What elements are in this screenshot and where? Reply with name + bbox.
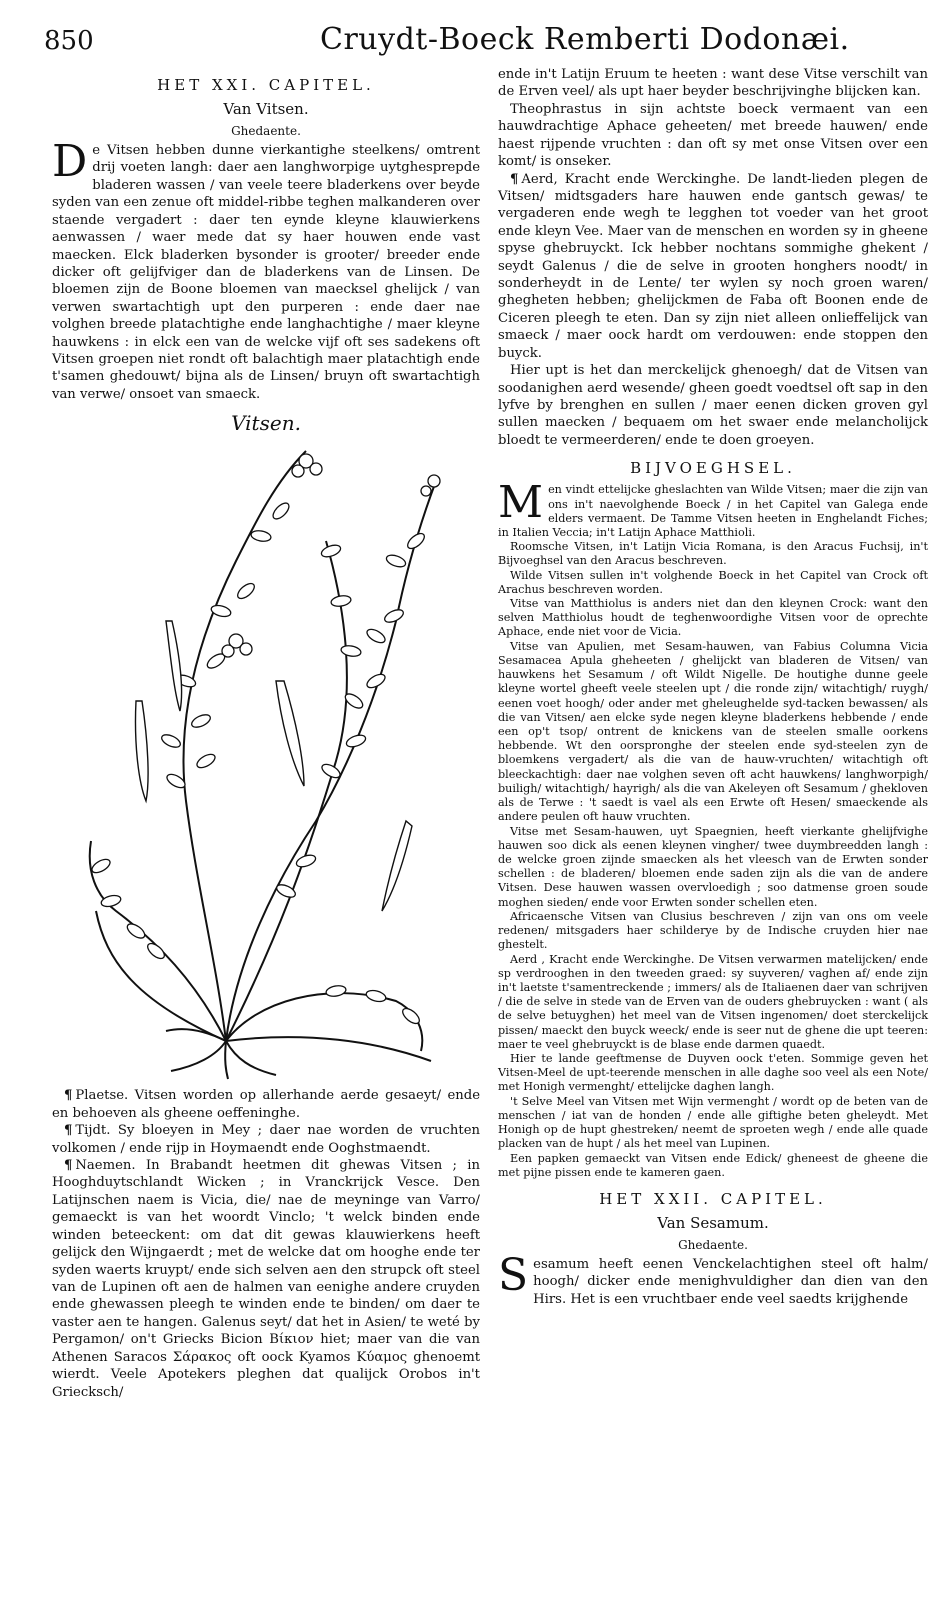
bijvoeghsel-section: [498, 477, 928, 1180]
aerd-paragraph: [498, 171, 928, 363]
bijvoeghsel-text: Africaensche Vitsen van Clusius beschreven / zijn van ons om veele redenen/ mitsgaders haer schilderye by de Indische cruyden hier nae ghestelt.: [498, 909, 928, 952]
bijvoeghsel-text: Wilde Vitsen sullen in't volghende Boeck in het Capitel van Crock oft Arachus beschreven worden.: [498, 568, 928, 596]
chapter-title: Van Vitsen.: [223, 100, 309, 118]
plaetse-paragraph: [52, 1087, 480, 1122]
continuation-paragraph: ende in't Latijn Eruum te heeten : want dese Vitse verschilt van de Erven veel/ als upt haer beyder beschrijvinghe blijcken kan.: [498, 67, 928, 100]
drop-capital: M: [498, 477, 544, 529]
page-header: [40, 22, 920, 62]
next-chapter-title: Van Sesamum.: [657, 1214, 769, 1232]
bijvoeghsel-paragraph: [498, 910, 928, 953]
bijvoeghsel-paragraph: [498, 477, 928, 540]
bijvoeghsel-text: Vitse van Matthiolus is anders niet dan den kleynen Crock: want den selven Matthiolus houdt de teghenwoordighe Vitsen voor de oprechte Aphace, ende niet voor de Vicia.: [498, 597, 928, 639]
aerd-text: De landt-lieden plegen de Vitsen/ midtsgaders hare hauwen ende gantsch gewas/ te vergaderen ende wegh te legghen tot voeder van het groot ende kleyn Vee. Maer van de menschen en worden sy in gheene spyse ghebruyckt. Ick hebber nochtans sommighe ghekent / seydt Galenus / die de selve in grooten honghers noodt/ in sonderheydt in de Lente/ ter wylen sy noch groen waren/ ghegheten hebben; ghelijckmen de Faba oft Boonen ende de Ciceren pleegh te eten. Dan sy zijn niet alleen onlieffelijck van smaeck / maer oock hardt om verdouwen: ende stoppen den buyck.: [498, 171, 928, 361]
naemen-text: In Brabandt heetmen dit ghewas Vitsen ; in Hooghduytschlandt Wicken ; in Vranckrijck Vesce. Den Latijnschen naem is Vicia, die/ nae de meyninge van Varro/ gemaeckt is van het woordt Vinclo; 't welck binden ende winden beteeckent: om dat dit gewas klauwierkens heeft gelijck den Wijngaerdt ; met de welcke dat om hooghe ende ter syden waerts kruypt/ ende sich selven aen den strupck oft steel van de Lupinen oft aen de halmen van eenighe andere cruyden ende ghewassen pleegh te winden ende te binden/ om daer te vaster aen te hangen. Galenus seyt/ dat het in Asien/ te weté by Pergamon/ on't Griecks Bicion Βίκιον hiet; maer van die van Athenen Saracos Σάρακος oft oock Kyamos Κύαμος ghenoemt wierdt. Veele Apotekers pleghen dat qualijck Orobos in't Griecksch/: [52, 1158, 480, 1400]
bijvoeghsel-text: Hier te lande geeftmense de Duyven oock t'eten. Sommige geven het Vitsen-Meel de upt-teerende menschen in alle daghe soo veel als een Note/ met Honigh vermenght/ ettelijcke daghen langh.: [498, 1052, 928, 1094]
pilcrow-icon: ¶: [64, 1088, 73, 1104]
pilcrow-icon: ¶: [64, 1158, 73, 1174]
tijdt-paragraph: [52, 1122, 480, 1157]
bijvoeghsel-text: Vitse van Apulien, met Sesam-hauwen, van Fabius Columna Vicia Sesamacea Apula gheheeten / ghelijckt van bladeren de Vitsen/ van hauwkens het Sesamum / oft Wildt Nigelle. De houtighe dunne geele kleyne wortel gheeft veele steelen upt / die ronde zijn/ witachtigh/ ruygh/ eenen voet hoogh/ oder ander met gheleughelde syd-tacken bewassen/ als die van Vitsen/ aen elcke syde negen kleyne bladerkens hebbende / ende een op't tsop/ ontrent de knickens van de steelen smalle oorkens hebbende. Wt den oorspronghe der steelen ende syd-steelen zyn de bloemkens vergadert/ als die van de hauw-vruchten/ witachtigh oft bleeckachtigh: daer nae volghen seven oft acht hauwkens/ langhworpigh/ builigh/ witachtigh/ hayrigh/ als die van Akeleyen oft Sesamum / ghekloven als de Terwe : 't saedt is vael als een Erwte oft Hesen/ smaeckende als andere peulen oft hauw vruchten.: [498, 639, 928, 824]
running-head: Cruydt-Boeck Remberti Dodonæi.: [320, 22, 850, 57]
pilcrow-icon: ¶: [64, 1123, 73, 1139]
bijvoeghsel-paragraph: [498, 540, 928, 568]
ghedaente-paragraph: [52, 136, 480, 403]
chapter-heading: HET XXI. CAPITEL.: [157, 76, 375, 94]
pilcrow-icon: ¶: [510, 171, 519, 187]
vetch-plant-woodcut: [76, 441, 456, 1081]
drop-capital: D: [52, 136, 88, 187]
plaetse-text: Vitsen worden op allerhande aerde gesaeyt/ ende en behoeven als gheene oeffeninghe.: [52, 1088, 480, 1121]
bijvoeghsel-paragraph: [498, 1095, 928, 1152]
bijvoeghsel-text: en vindt ettelijcke gheslachten van Wilde Vitsen; maer die zijn van ons in't naevolghende Boeck / in het Capitel van Galega ende elders vermaent. De Tamme Vitsen heeten in Enghelandt Fiches; in Italien Veccia; in't Latijn Aphace Matthioli.: [498, 483, 928, 539]
tijdt-text: Sy bloeyen in Mey ; daer nae worden de vruchten volkomen / ende rijp in Hoymaendt ende Ooghstmaendt.: [52, 1123, 480, 1156]
bijvoeghsel-paragraph: [498, 825, 928, 910]
right-column: [498, 66, 928, 1308]
bijvoeghsel-text: Aerd , Kracht ende Werckinghe. De Vitsen verwarmen matelijcken/ ende sp verdrooghen in den tweeden graed: sy suyveren/ vaghen af/ ende zijn in't laetste t'samentreckende ; immers/ als de Italiaenen daer van schrijven / die de selve in stede van de Erven van de ouders ghebruycken : want ( als de selve betuyghen) het meel van de Vitsen ingenomen/ doet sterckelijck pissen/ maeckt den buyck weeck/ ende is seer nut de ghene die upt teeren: maer te veel ghebruyckt is de blase ende darmen quaedt.: [498, 952, 928, 1051]
next-section-title: Ghedaente.: [678, 1238, 748, 1252]
bijvoeghsel-paragraph: [498, 1152, 928, 1180]
bijvoeghsel-paragraph: [498, 569, 928, 597]
hier-paragraph: Hier upt is het dan merckelijck ghenoegh/ dat de Vitsen van soodanighen aerd wesende/ gheen goedt voedtsel oft sap in den lyfve by brenghen en sullen / maer eenen dicken groven gyl sullen maecken / bequaem om het swaer ende melancholijck bloedt te vermeerderen/ ende te doen groeyen.: [498, 363, 928, 448]
left-column: [52, 66, 480, 1401]
bijvoeghsel-paragraph: [498, 597, 928, 640]
figure-caption: Vitsen.: [231, 411, 301, 436]
next-chapter-heading: HET XXII. CAPITEL.: [599, 1190, 827, 1208]
bijvoeghsel-paragraph: [498, 953, 928, 1053]
bijvoeghsel-text: Roomsche Vitsen, in't Latijn Vicia Romana, is den Aracus Fuchsij, in't Bijvoeghsel van den Aracus beschreven.: [498, 540, 928, 568]
sesamum-paragraph: [498, 1250, 928, 1308]
theophrastus-paragraph: Theophrastus in sijn achtste boeck vermaent van een hauwdrachtige Aphace geheeten/ met breede hauwen/ ende haest rijpende vruchten : dan oft sy met onse Vitsen over een komt/ is onseker.: [498, 101, 928, 170]
section-title-ghedaente: Ghedaente.: [231, 124, 301, 138]
bijvoeghsel-text: 't Selve Meel van Vitsen met Wijn vermenght / wordt op de beten van de menschen / iat van de honden / ende alle giftighe beten gheleydt. Met Honigh op de hupt ghestreken/ neemt de sproeten wegh / ende alle quade placken van de hupt / als het meel van Lupinen.: [498, 1094, 928, 1151]
naemen-label: Naemen.: [75, 1158, 136, 1174]
page-number: 850: [44, 26, 94, 56]
sesamum-text: esamum heeft eenen Venckelachtighen steel oft halm/ hoogh/ dicker ende menighvuldigher dan dien van den Hirs. Het is een vruchtbaer ende veel saedts krijghende: [533, 1257, 928, 1307]
plaetse-label: Plaetse.: [75, 1088, 129, 1104]
bijvoeghsel-text: Vitse met Sesam-hauwen, uyt Spaegnien, heeft vierkante ghelijfvighe hauwen soo dick als eenen kleynen vingher/ twee duymbreedden langh : de welcke groen zijnde smaecken als het vleesch van de Erwten sonder schellen : de bladeren/ bloemen ende saden zijn als die van de andere Vitsen. Dese hauwen wassen overvloedigh ; soo datmense groen soude moghen sieden/ ende voor Erwten sonder schellen eten.: [498, 824, 928, 909]
bijvoeghsel-heading: BIJVOEGHSEL.: [630, 459, 796, 478]
drop-capital: S: [498, 1250, 529, 1301]
naemen-paragraph: [52, 1157, 480, 1401]
aerd-label: Aerd, Kracht ende Werckinghe.: [521, 171, 741, 187]
bijvoeghsel-text: Een papken gemaeckt van Vitsen ende Edick/ gheneest de gheene die met pijne pissen ende te kameren gaen.: [498, 1151, 928, 1179]
bijvoeghsel-paragraph: [498, 640, 928, 825]
tijdt-label: Tijdt.: [75, 1123, 111, 1139]
ghedaente-text: e Vitsen hebben dunne vierkantighe steelkens/ omtrent drij voeten langh: daer aen langhworpige uytghesprepde bladeren wassen / van veele teere bladerkens over beyde syden van een zenue oft middel-ribbe teghen malkanderen over staende vergadert : daer ten eynde kleyne klauwierkens aenwassen / waer mede dat sy haer houwen ende vast maecken. Elck bladerken bysonder is grooter/ breeder ende dicker oft gelijfviger dan de bladerkens van de Linsen. De bloemen zijn de Boone bloemen van maecksel ghelijck / van verwen swartachtigh upt den purperen : ende daer nae volghen breede platachtighe ende langhachtighe / maer kleyne hauwkens : in elck een van de welcke vijf oft ses sadekens oft Vitsen groepen niet rondt oft balachtigh maer platachtigh ende t'samen ghedouwt/ bijna als de Linsen/ bruyn oft swartachtigh van verwe/ onsoet van smaeck.: [52, 143, 480, 402]
bijvoeghsel-paragraph: [498, 1052, 928, 1095]
